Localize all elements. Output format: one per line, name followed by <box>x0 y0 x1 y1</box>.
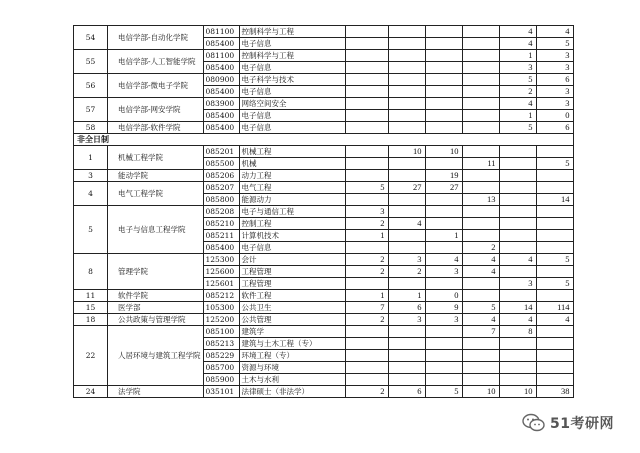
count-cell: 3 <box>499 62 536 74</box>
row-number: 58 <box>74 122 108 134</box>
major-name: 公共卫生 <box>239 302 345 314</box>
major-code: 085400 <box>203 122 239 134</box>
watermark-text: 51考研网 <box>550 416 614 432</box>
row-number: 22 <box>74 326 108 386</box>
count-cell: 3 <box>499 278 536 290</box>
count-cell <box>425 62 462 74</box>
major-code: 125600 <box>203 266 239 278</box>
major-name: 资源与环境 <box>239 362 345 374</box>
count-cell <box>536 146 573 158</box>
count-cell: 6 <box>536 74 573 86</box>
count-cell <box>499 362 536 374</box>
major-code: 085213 <box>203 338 239 350</box>
count-cell <box>388 326 425 338</box>
count-cell <box>425 26 462 38</box>
major-code: 085800 <box>203 194 239 206</box>
count-cell: 4 <box>499 98 536 110</box>
count-cell: 5 <box>499 122 536 134</box>
major-name: 电子与通信工程 <box>239 206 345 218</box>
count-cell <box>499 266 536 278</box>
major-name: 工程管理 <box>239 278 345 290</box>
count-cell: 8 <box>499 326 536 338</box>
major-code: 085700 <box>203 362 239 374</box>
count-cell <box>499 350 536 362</box>
count-cell: 0 <box>425 290 462 302</box>
count-cell <box>425 122 462 134</box>
major-name: 电子信息 <box>239 110 345 122</box>
major-name: 控制科学与工程 <box>239 50 345 62</box>
count-cell <box>425 86 462 98</box>
school-name: 医学部 <box>108 302 204 314</box>
count-cell <box>388 362 425 374</box>
count-cell <box>499 338 536 350</box>
major-code: 085211 <box>203 230 239 242</box>
count-cell: 4 <box>499 254 536 266</box>
row-number: 56 <box>74 74 108 98</box>
school-name: 电信学部-微电子学院 <box>108 74 204 98</box>
major-code: 085400 <box>203 38 239 50</box>
table-row <box>74 74 574 86</box>
major-name: 会计 <box>239 254 345 266</box>
count-cell <box>425 242 462 254</box>
count-cell <box>345 26 388 38</box>
count-cell: 6 <box>388 386 425 398</box>
major-code: 125601 <box>203 278 239 290</box>
school-name: 电信学部-网安学院 <box>108 98 204 122</box>
count-cell: 5 <box>536 38 573 50</box>
count-cell <box>499 374 536 386</box>
count-cell <box>499 218 536 230</box>
count-cell: 3 <box>536 98 573 110</box>
count-cell <box>462 110 499 122</box>
count-cell <box>536 230 573 242</box>
row-number: 11 <box>74 290 108 302</box>
count-cell <box>388 242 425 254</box>
major-name: 电子信息 <box>239 38 345 50</box>
count-cell <box>388 26 425 38</box>
count-cell <box>462 362 499 374</box>
count-cell <box>536 350 573 362</box>
count-cell <box>388 206 425 218</box>
count-cell <box>462 374 499 386</box>
count-cell: 2 <box>345 218 388 230</box>
row-number: 5 <box>74 206 108 254</box>
count-cell: 4 <box>536 314 573 326</box>
count-cell <box>388 38 425 50</box>
count-cell: 27 <box>388 182 425 194</box>
count-cell <box>499 230 536 242</box>
count-cell <box>536 338 573 350</box>
count-cell <box>345 338 388 350</box>
count-cell <box>462 50 499 62</box>
count-cell: 3 <box>536 50 573 62</box>
major-code: 085500 <box>203 158 239 170</box>
count-cell <box>425 206 462 218</box>
major-code: 085100 <box>203 326 239 338</box>
row-number: 54 <box>74 26 108 50</box>
count-cell <box>536 374 573 386</box>
major-name: 法律硕士（非法学） <box>239 386 345 398</box>
count-cell <box>462 26 499 38</box>
count-cell <box>345 374 388 386</box>
table-row <box>74 314 574 326</box>
count-cell: 14 <box>499 302 536 314</box>
count-cell <box>462 290 499 302</box>
school-name: 电信学部-软件学院 <box>108 122 204 134</box>
count-cell <box>536 290 573 302</box>
count-cell: 2 <box>345 314 388 326</box>
school-name: 管理学院 <box>108 254 204 290</box>
major-name: 机械工程 <box>239 146 345 158</box>
count-cell <box>388 62 425 74</box>
row-number: 55 <box>74 50 108 74</box>
count-cell <box>425 350 462 362</box>
count-cell <box>388 110 425 122</box>
count-cell <box>345 362 388 374</box>
count-cell <box>425 326 462 338</box>
count-cell <box>425 218 462 230</box>
count-cell <box>388 98 425 110</box>
count-cell <box>536 170 573 182</box>
count-cell: 1 <box>345 290 388 302</box>
table-row <box>74 170 574 182</box>
count-cell <box>499 206 536 218</box>
major-name: 电子科学与技术 <box>239 74 345 86</box>
count-cell <box>388 50 425 62</box>
count-cell <box>345 158 388 170</box>
count-cell: 5 <box>536 254 573 266</box>
count-cell: 14 <box>536 194 573 206</box>
count-cell: 5 <box>462 302 499 314</box>
major-name: 环境工程（专） <box>239 350 345 362</box>
table-row <box>74 182 574 194</box>
count-cell <box>536 182 573 194</box>
count-cell <box>388 350 425 362</box>
count-cell <box>462 38 499 50</box>
major-name: 动力工程 <box>239 170 345 182</box>
count-cell: 9 <box>425 302 462 314</box>
count-cell <box>536 218 573 230</box>
count-cell <box>345 86 388 98</box>
count-cell <box>425 74 462 86</box>
school-name: 能动学院 <box>108 170 204 182</box>
count-cell <box>462 146 499 158</box>
count-cell <box>462 170 499 182</box>
count-cell: 3 <box>536 86 573 98</box>
count-cell <box>499 194 536 206</box>
table-row <box>74 206 574 218</box>
count-cell: 2 <box>345 386 388 398</box>
major-code: 105300 <box>203 302 239 314</box>
major-code: 085201 <box>203 146 239 158</box>
count-cell <box>462 62 499 74</box>
count-cell: 3 <box>425 266 462 278</box>
count-cell <box>345 74 388 86</box>
school-name: 电气工程学院 <box>108 182 204 206</box>
count-cell <box>499 146 536 158</box>
count-cell <box>388 86 425 98</box>
count-cell: 10 <box>425 146 462 158</box>
major-code: 085400 <box>203 62 239 74</box>
count-cell <box>462 98 499 110</box>
count-cell: 3 <box>388 254 425 266</box>
count-cell <box>345 194 388 206</box>
count-cell: 10 <box>499 386 536 398</box>
count-cell <box>425 38 462 50</box>
count-cell <box>388 374 425 386</box>
count-cell <box>345 278 388 290</box>
count-cell <box>425 110 462 122</box>
count-cell: 4 <box>499 26 536 38</box>
count-cell <box>425 98 462 110</box>
count-cell <box>345 350 388 362</box>
count-cell: 4 <box>536 26 573 38</box>
row-number: 18 <box>74 314 108 326</box>
count-cell <box>425 374 462 386</box>
table-row <box>74 386 574 398</box>
count-cell <box>536 266 573 278</box>
count-cell <box>462 74 499 86</box>
table-row <box>74 326 574 338</box>
table-row <box>74 290 574 302</box>
count-cell <box>388 278 425 290</box>
count-cell <box>345 242 388 254</box>
school-name: 公共政策与管理学院 <box>108 314 204 326</box>
count-cell: 6 <box>536 122 573 134</box>
major-name: 建筑学 <box>239 326 345 338</box>
major-name: 计算机技术 <box>239 230 345 242</box>
major-name: 控制科学与工程 <box>239 26 345 38</box>
major-name: 电子信息 <box>239 242 345 254</box>
count-cell <box>345 110 388 122</box>
count-cell <box>425 50 462 62</box>
table-row <box>74 146 574 158</box>
count-cell <box>345 50 388 62</box>
count-cell <box>462 338 499 350</box>
count-cell <box>462 182 499 194</box>
major-code: 085210 <box>203 218 239 230</box>
table-row <box>74 50 574 62</box>
major-code: 083900 <box>203 98 239 110</box>
count-cell: 27 <box>425 182 462 194</box>
row-number: 8 <box>74 254 108 290</box>
row-number: 57 <box>74 98 108 122</box>
count-cell <box>499 158 536 170</box>
major-code: 125300 <box>203 254 239 266</box>
count-cell <box>462 122 499 134</box>
major-name: 电子信息 <box>239 122 345 134</box>
row-number: 4 <box>74 182 108 206</box>
count-cell <box>425 278 462 290</box>
count-cell <box>345 170 388 182</box>
count-cell <box>536 242 573 254</box>
count-cell <box>388 170 425 182</box>
count-cell: 4 <box>462 314 499 326</box>
major-name: 电子信息 <box>239 62 345 74</box>
count-cell: 10 <box>462 386 499 398</box>
count-cell: 6 <box>388 302 425 314</box>
count-cell <box>536 362 573 374</box>
count-cell: 4 <box>462 254 499 266</box>
count-cell <box>388 158 425 170</box>
school-name: 软件学院 <box>108 290 204 302</box>
school-name: 法学院 <box>108 386 204 398</box>
count-cell: 114 <box>536 302 573 314</box>
count-cell <box>425 362 462 374</box>
count-cell <box>462 86 499 98</box>
count-cell: 7 <box>345 302 388 314</box>
count-cell: 1 <box>425 230 462 242</box>
count-cell <box>345 62 388 74</box>
count-cell: 19 <box>425 170 462 182</box>
count-cell: 1 <box>499 50 536 62</box>
major-code: 125200 <box>203 314 239 326</box>
major-code: 085206 <box>203 170 239 182</box>
count-cell: 5 <box>536 278 573 290</box>
count-cell <box>499 290 536 302</box>
count-cell: 0 <box>536 110 573 122</box>
count-cell <box>499 170 536 182</box>
major-name: 土木与水利 <box>239 374 345 386</box>
major-name: 工程管理 <box>239 266 345 278</box>
count-cell <box>499 182 536 194</box>
school-name: 机械工程学院 <box>108 146 204 170</box>
major-name: 建筑与土木工程（专） <box>239 338 345 350</box>
count-cell <box>425 194 462 206</box>
count-cell <box>388 194 425 206</box>
count-cell <box>499 242 536 254</box>
count-cell: 10 <box>388 146 425 158</box>
count-cell: 2 <box>388 266 425 278</box>
major-code: 035101 <box>203 386 239 398</box>
major-code: 081100 <box>203 50 239 62</box>
major-code: 080900 <box>203 74 239 86</box>
table-row <box>74 122 574 134</box>
major-name: 电子信息 <box>239 86 345 98</box>
table-row <box>74 302 574 314</box>
count-cell <box>536 326 573 338</box>
count-cell <box>425 338 462 350</box>
count-cell <box>388 230 425 242</box>
count-cell: 2 <box>345 254 388 266</box>
major-code: 085400 <box>203 86 239 98</box>
major-name: 机械 <box>239 158 345 170</box>
count-cell: 3 <box>345 206 388 218</box>
count-cell: 1 <box>345 230 388 242</box>
row-number: 24 <box>74 386 108 398</box>
count-cell <box>462 230 499 242</box>
count-cell <box>462 350 499 362</box>
count-cell: 3 <box>388 314 425 326</box>
table-row <box>74 134 574 146</box>
major-name: 网络空间安全 <box>239 98 345 110</box>
section-header: 非全日制 <box>74 134 574 146</box>
wechat-icon <box>522 412 546 434</box>
count-cell <box>462 206 499 218</box>
school-name: 电子与信息工程学院 <box>108 206 204 254</box>
count-cell: 4 <box>388 218 425 230</box>
table-row <box>74 98 574 110</box>
table-row <box>74 26 574 38</box>
major-code: 081100 <box>203 26 239 38</box>
count-cell: 38 <box>536 386 573 398</box>
count-cell <box>345 146 388 158</box>
count-cell: 3 <box>536 62 573 74</box>
count-cell: 2 <box>462 242 499 254</box>
count-cell: 4 <box>462 266 499 278</box>
major-code: 085400 <box>203 242 239 254</box>
school-name: 电信学部-自动化学院 <box>108 26 204 50</box>
count-cell: 2 <box>499 86 536 98</box>
count-cell <box>462 278 499 290</box>
count-cell: 1 <box>499 110 536 122</box>
count-cell <box>462 218 499 230</box>
count-cell <box>388 74 425 86</box>
count-cell: 5 <box>499 74 536 86</box>
admission-table <box>73 25 574 398</box>
major-name: 控制工程 <box>239 218 345 230</box>
school-name: 人居环境与建筑工程学院 <box>108 326 204 386</box>
count-cell: 13 <box>462 194 499 206</box>
row-number: 15 <box>74 302 108 314</box>
count-cell: 3 <box>425 314 462 326</box>
count-cell <box>345 326 388 338</box>
watermark <box>522 410 632 436</box>
count-cell <box>345 38 388 50</box>
count-cell: 11 <box>462 158 499 170</box>
major-name: 电气工程 <box>239 182 345 194</box>
count-cell: 4 <box>499 38 536 50</box>
major-code: 085400 <box>203 110 239 122</box>
major-code: 085900 <box>203 374 239 386</box>
count-cell: 2 <box>345 266 388 278</box>
count-cell <box>388 338 425 350</box>
count-cell: 4 <box>499 314 536 326</box>
count-cell: 7 <box>462 326 499 338</box>
major-code: 085207 <box>203 182 239 194</box>
count-cell: 1 <box>388 290 425 302</box>
major-code: 085208 <box>203 206 239 218</box>
count-cell <box>536 206 573 218</box>
count-cell: 4 <box>425 254 462 266</box>
count-cell: 5 <box>536 158 573 170</box>
count-cell <box>425 158 462 170</box>
row-number: 3 <box>74 170 108 182</box>
major-code: 085229 <box>203 350 239 362</box>
count-cell: 5 <box>345 182 388 194</box>
count-cell <box>345 98 388 110</box>
major-name: 公共管理 <box>239 314 345 326</box>
count-cell: 5 <box>425 386 462 398</box>
row-number: 1 <box>74 146 108 170</box>
table-row <box>74 254 574 266</box>
count-cell <box>345 122 388 134</box>
major-name: 能源动力 <box>239 194 345 206</box>
major-name: 软件工程 <box>239 290 345 302</box>
count-cell <box>388 122 425 134</box>
school-name: 电信学部-人工智能学院 <box>108 50 204 74</box>
major-code: 085212 <box>203 290 239 302</box>
